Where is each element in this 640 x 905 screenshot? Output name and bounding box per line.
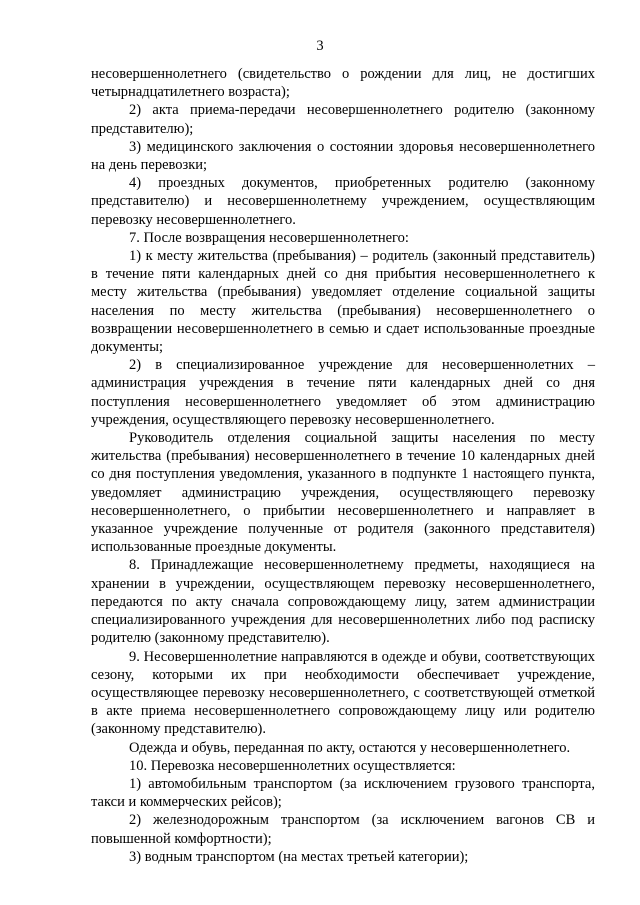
document-body bbox=[91, 65, 595, 866]
paragraph-section-7: 7. После возвращения несовершеннолетнего: bbox=[129, 229, 409, 246]
page-number: 3 bbox=[316, 38, 324, 54]
paragraph-item-4-tickets: 4) проездных документов, приобретенных родителю (законному представителю) и несовершеннолетнему учреждением, осуществляющим перевозку несовершеннолетнего. bbox=[91, 175, 595, 228]
paragraph-section-10-item-1: 1) автомобильным транспортом (за исключением грузового транспорта, такси и коммерческих рейсов); bbox=[91, 775, 595, 811]
paragraph-head-of-department: Руководитель отделения социальной защиты населения по месту жительства (пребывания) несовершеннолетнего в течение 10 календарных дней со дня поступления уведомления, указанного в подпункте 1 настоящего пункта, уведомляет администрацию учреждения, осуществляющего перевозку несовершеннолетнего, о прибытии несовершеннолетнего и направляет в указанное учреждение полученные от родителя (законного представителя) использованные проездные документы. bbox=[91, 430, 595, 556]
paragraph-section-10-item-3: 3) водным транспортом (на местах третьей категории); bbox=[129, 848, 469, 865]
paragraph-item-3-medical: 3) медицинского заключения о состоянии здоровья несовершеннолетнего на день перевозки; bbox=[91, 138, 595, 174]
paragraph-clothing: Одежда и обувь, переданная по акту, остаются у несовершеннолетнего. bbox=[129, 739, 571, 756]
paragraph-section-10: 10. Перевозка несовершеннолетних осуществляется: bbox=[129, 757, 456, 774]
paragraph-section-7-item-1: 1) к месту жительства (пребывания) – родитель (законный представитель) в течение пяти календарных дней со дня прибытия несовершеннолетнего к месту жительства (пребывания) уведомляет отделение социальной защиты населения по месту жительства (пребывания) несовершеннолетнего о возвращении несовершеннолетнего в семью и сдает использованные проездные документы; bbox=[91, 248, 595, 356]
paragraph-section-8: 8. Принадлежащие несовершеннолетнему предметы, находящиеся на хранении в учреждении, осуществляющем перевозку несовершеннолетнего, передаются по акту сначала сопровождающему лицу, затем администрации специализированного учреждения для несовершеннолетних либо под расписку родителю (законному представителю). bbox=[91, 557, 595, 647]
paragraph-section-7-item-2: 2) в специализированное учреждение для несовершеннолетних – администрация учреждения в течение пяти календарных дней со дня поступления несовершеннолетнего уведомляет об этом администрацию учреждения, осуществляющего перевозку несовершеннолетнего. bbox=[91, 357, 595, 428]
paragraph-continuation: несовершеннолетнего (свидетельство о рождении для лиц, не достигших четырнадцатилетнего возраста); bbox=[91, 66, 595, 101]
paragraph-item-2-act: 2) акта приема-передачи несовершеннолетнего родителю (законному представителю); bbox=[91, 102, 595, 137]
paragraph-section-10-item-2: 2) железнодорожным транспортом (за исключением вагонов СВ и повышенной комфортности); bbox=[91, 812, 595, 847]
paragraph-section-9: 9. Несовершеннолетние направляются в одежде и обуви, соответствующих сезону, которыми их при необходимости обеспечивает учреждение, осуществляющее перевозку несовершеннолетнего, с соответствующей отметкой в акте приема несовершеннолетнего сопровождающему лицу или родителю (законному представителю). bbox=[91, 648, 595, 738]
